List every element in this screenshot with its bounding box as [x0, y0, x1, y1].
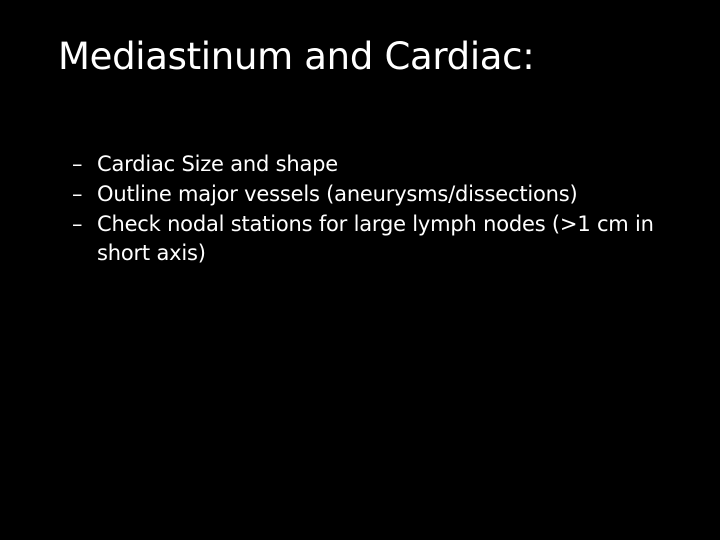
bullet-dash: – — [72, 152, 83, 176]
bullet-dash: – — [72, 182, 83, 206]
bullet-text: Outline major vessels (aneurysms/dissections) — [97, 182, 578, 206]
bullet-dash: – — [72, 212, 83, 236]
bullet-list — [72, 150, 692, 269]
bullet-text: Check nodal stations for large lymph nodes (>1 cm in short axis) — [97, 212, 654, 265]
bullet-item — [72, 180, 692, 209]
slide-title: Mediastinum and Cardiac: — [58, 35, 535, 78]
bullet-item — [72, 150, 692, 179]
bullet-text: Cardiac Size and shape — [97, 152, 338, 176]
bullet-item — [72, 210, 692, 268]
